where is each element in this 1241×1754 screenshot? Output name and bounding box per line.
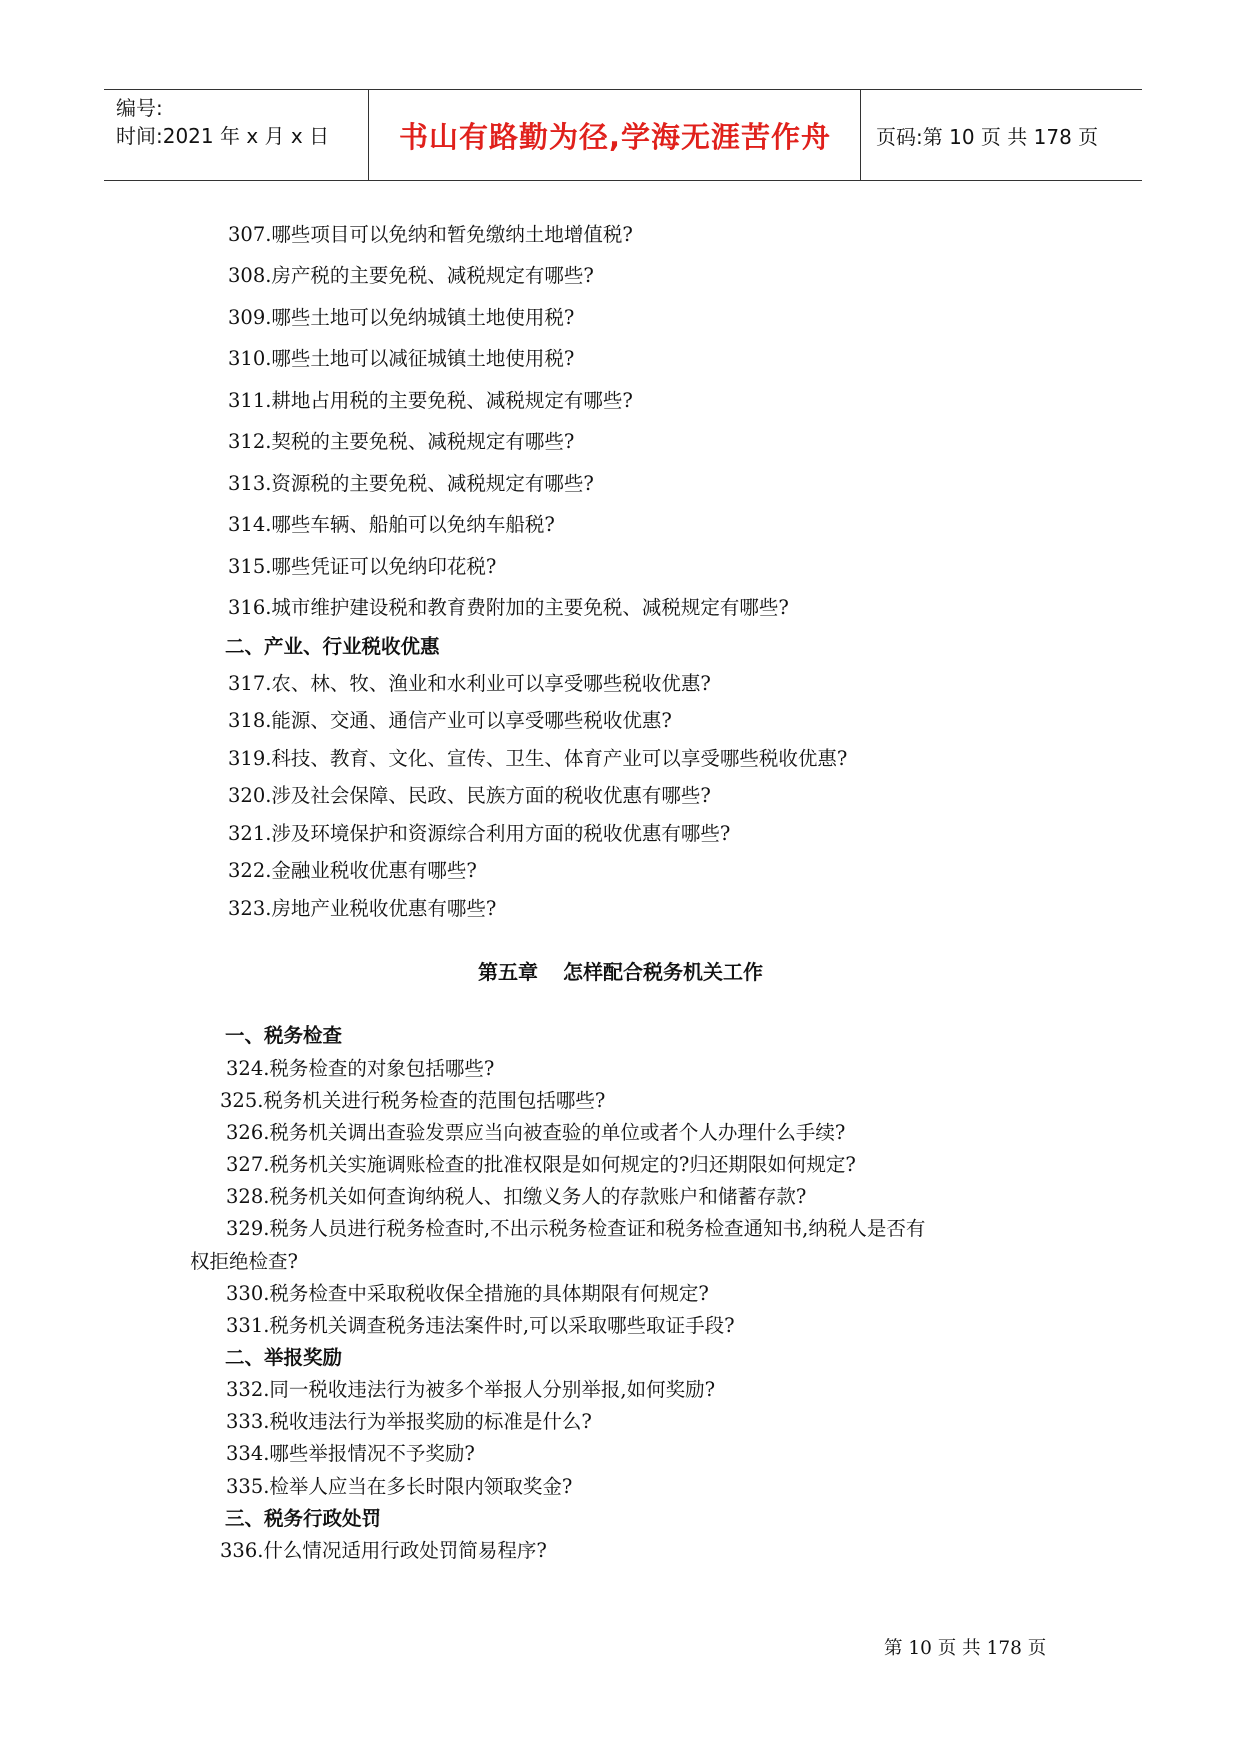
header-divider bbox=[368, 90, 369, 180]
question-item: 335.检举人应当在多长时限内领取奖金? bbox=[226, 1475, 573, 1498]
question-item: 317.农、林、牧、渔业和水利业可以享受哪些税收优惠? bbox=[228, 672, 711, 695]
question-item: 318.能源、交通、通信产业可以享受哪些税收优惠? bbox=[228, 709, 672, 732]
question-item: 312.契税的主要免税、减税规定有哪些? bbox=[228, 430, 575, 453]
question-item: 323.房地产业税收优惠有哪些? bbox=[228, 897, 497, 920]
header-motto: 书山有路勤为径,学海无涯苦作舟 bbox=[398, 119, 832, 154]
question-item: 334.哪些举报情况不予奖励? bbox=[226, 1442, 475, 1465]
page-footer: 第 10 页 共 178 页 bbox=[884, 1638, 1047, 1659]
question-item: 321.涉及环境保护和资源综合利用方面的税收优惠有哪些? bbox=[228, 822, 731, 845]
question-item: 326.税务机关调出查验发票应当向被查验的单位或者个人办理什么手续? bbox=[226, 1121, 846, 1144]
question-item: 313.资源税的主要免税、减税规定有哪些? bbox=[228, 472, 594, 495]
header-meta bbox=[116, 94, 329, 150]
question-item: 327.税务机关实施调账检查的批准权限是如何规定的?归还期限如何规定? bbox=[226, 1153, 856, 1176]
question-item: 324.税务检查的对象包括哪些? bbox=[226, 1057, 495, 1080]
question-item: 319.科技、教育、文化、宣传、卫生、体育产业可以享受哪些税收优惠? bbox=[228, 747, 848, 770]
question-item: 328.税务机关如何查询纳税人、扣缴义务人的存款账户和储蓄存款? bbox=[226, 1185, 807, 1208]
question-item: 322.金融业税收优惠有哪些? bbox=[228, 859, 477, 882]
header-divider bbox=[860, 90, 861, 180]
section-heading: 二、举报奖励 bbox=[225, 1346, 343, 1369]
document-number-label: 编号: bbox=[116, 96, 163, 120]
question-item: 329.税务人员进行税务检查时,不出示税务检查证和税务检查通知书,纳税人是否有 bbox=[226, 1217, 926, 1240]
header-page-info: 页码:第 10 页 共 178 页 bbox=[876, 124, 1099, 149]
question-item: 332.同一税收违法行为被多个举报人分别举报,如何奖励? bbox=[226, 1378, 716, 1401]
question-item: 315.哪些凭证可以免纳印花税? bbox=[228, 555, 497, 578]
question-item: 331.税务机关调查税务违法案件时,可以采取哪些取证手段? bbox=[226, 1314, 735, 1337]
question-item: 308.房产税的主要免税、减税规定有哪些? bbox=[228, 264, 594, 287]
question-item: 333.税收违法行为举报奖励的标准是什么? bbox=[226, 1410, 592, 1433]
question-item: 310.哪些土地可以减征城镇土地使用税? bbox=[228, 347, 575, 370]
question-item: 320.涉及社会保障、民政、民族方面的税收优惠有哪些? bbox=[228, 784, 711, 807]
question-item: 314.哪些车辆、船舶可以免纳车船税? bbox=[228, 513, 555, 536]
question-item: 330.税务检查中采取税收保全措施的具体期限有何规定? bbox=[226, 1282, 709, 1305]
question-item-continuation: 权拒绝检查? bbox=[190, 1250, 298, 1273]
question-item: 325.税务机关进行税务检查的范围包括哪些? bbox=[220, 1089, 606, 1112]
question-item: 316.城市维护建设税和教育费附加的主要免税、减税规定有哪些? bbox=[228, 596, 789, 619]
page-header bbox=[104, 89, 1142, 181]
question-item: 307.哪些项目可以免纳和暂免缴纳土地增值税? bbox=[228, 223, 633, 246]
chapter-title: 第五章 怎样配合税务机关工作 bbox=[478, 960, 763, 984]
question-item: 336.什么情况适用行政处罚简易程序? bbox=[220, 1539, 547, 1562]
question-item: 309.哪些土地可以免纳城镇土地使用税? bbox=[228, 306, 575, 329]
question-item: 311.耕地占用税的主要免税、减税规定有哪些? bbox=[228, 389, 633, 412]
section-heading: 一、税务检查 bbox=[225, 1024, 343, 1047]
document-time-label: 时间:2021 年 x 月 x 日 bbox=[116, 124, 330, 148]
section-heading: 三、税务行政处罚 bbox=[225, 1507, 382, 1530]
section-heading: 二、产业、行业税收优惠 bbox=[225, 635, 440, 658]
